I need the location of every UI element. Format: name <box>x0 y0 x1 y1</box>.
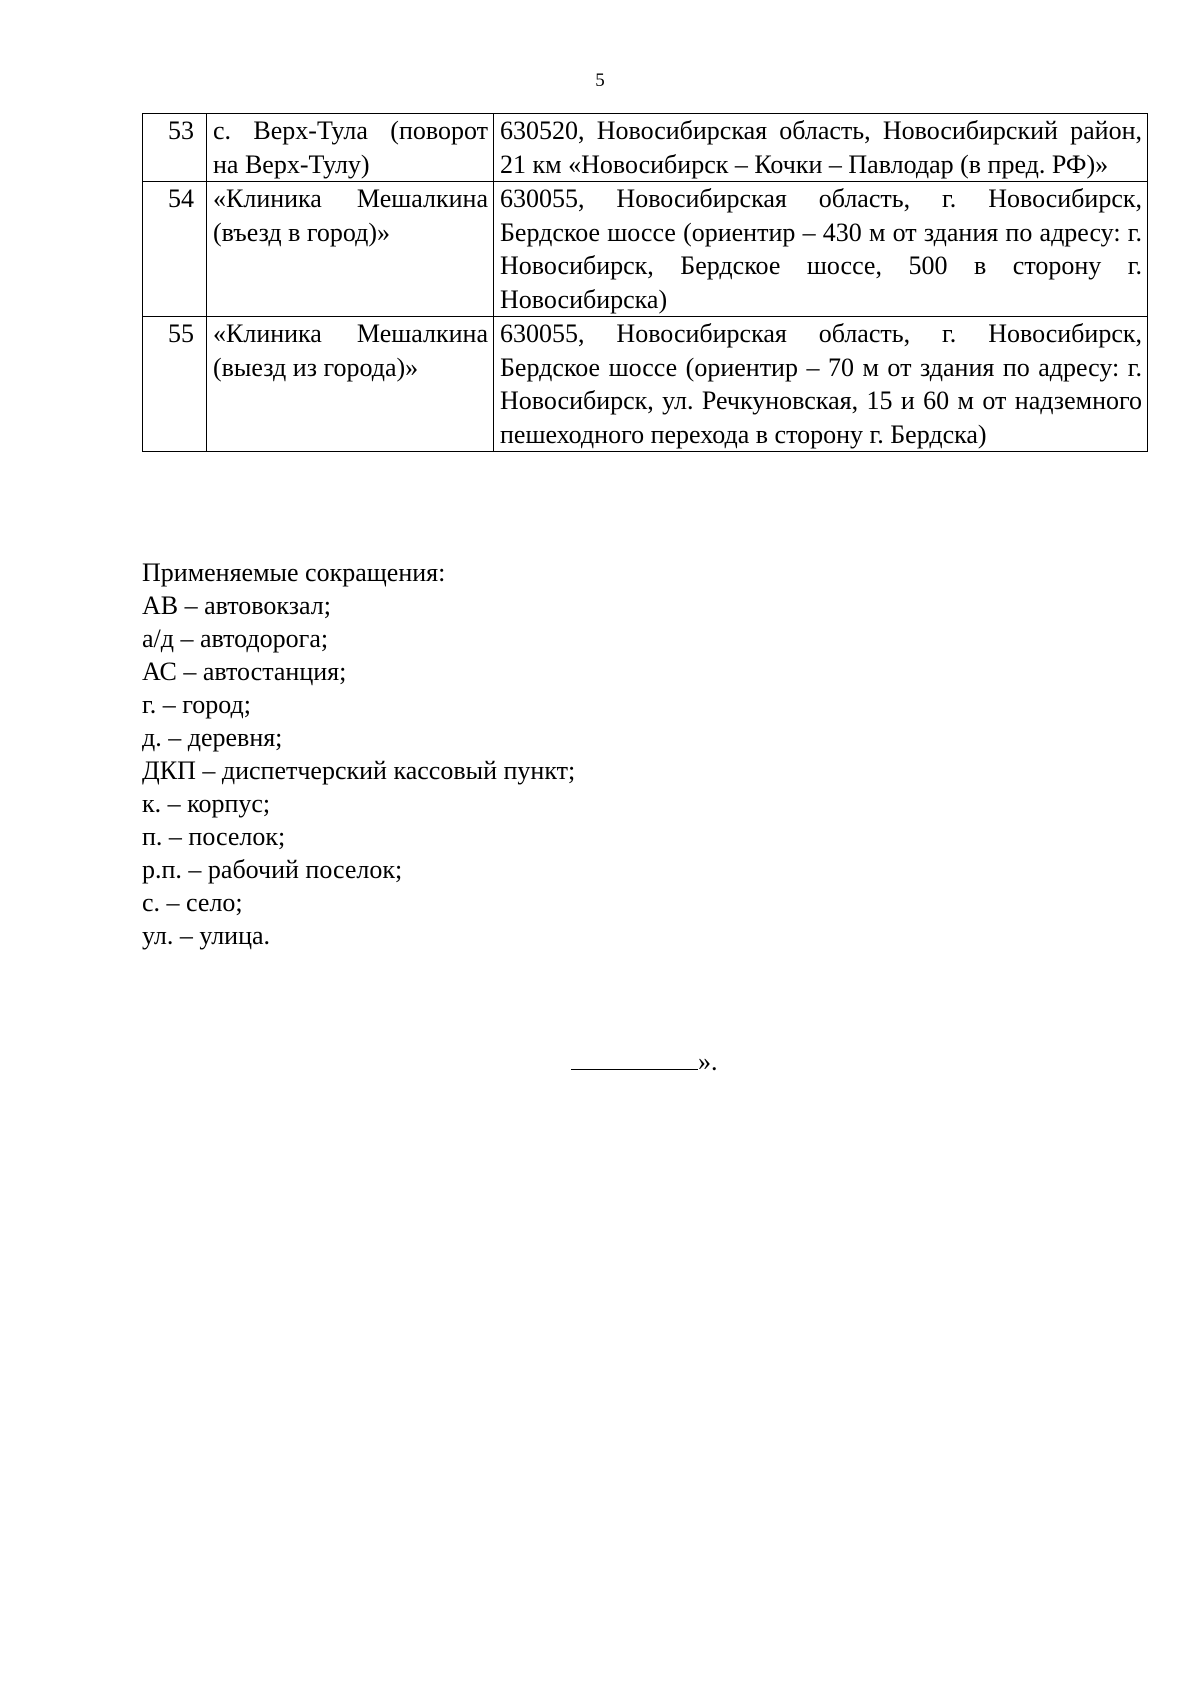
abbreviation-item: г. – город; <box>142 690 251 719</box>
stops-table <box>142 113 1148 452</box>
abbreviation-item: АВ – автовокзал; <box>142 591 331 620</box>
row-number: 53 <box>143 114 207 182</box>
abbreviation-item: д. – деревня; <box>142 723 283 752</box>
table-row <box>143 114 1148 182</box>
row-number: 55 <box>143 317 207 452</box>
stop-address: 630055, Новосибирская область, г. Новосибирск, Бердское шоссе (ориентир – 70 м от здания по адресу: г. Новосибирск, ул. Речкуновская, 15 и 60 м от надземного пешеходного перехода в сторону г. Бердска) <box>494 317 1148 452</box>
abbreviation-item: с. – село; <box>142 888 243 917</box>
abbreviation-item: п. – поселок; <box>142 822 286 851</box>
abbreviations-heading: Применяемые сокращения: <box>142 558 446 587</box>
abbreviation-item: ул. – улица. <box>142 921 271 950</box>
signature-underline <box>571 1045 698 1070</box>
abbreviation-item: к. – корпус; <box>142 789 271 818</box>
closing-quote-mark: ». <box>698 1047 718 1076</box>
abbreviation-item: а/д – автодорога; <box>142 624 329 653</box>
stop-address: 630055, Новосибирская область, г. Новосибирск, Бердское шоссе (ориентир – 430 м от здания по адресу: г. Новосибирск, Бердское шоссе, 500 в сторону г. Новосибирска) <box>494 182 1148 317</box>
abbreviation-item: ДКП – диспетчерский кассовый пункт; <box>142 756 576 785</box>
table-row <box>143 317 1148 452</box>
abbreviation-item: АС – автостанция; <box>142 657 347 686</box>
abbreviations-section <box>142 556 575 952</box>
page-number: 5 <box>595 70 605 91</box>
abbreviation-item: р.п. – рабочий поселок; <box>142 855 403 884</box>
closing-line <box>571 1045 718 1078</box>
stop-name: «Клиника Мешалкина (выезд из города)» <box>207 317 494 452</box>
stop-address: 630520, Новосибирская область, Новосибирский район, 21 км «Новосибирск – Кочки – Павлодар (в пред. РФ)» <box>494 114 1148 182</box>
stop-name: «Клиника Мешалкина (въезд в город)» <box>207 182 494 317</box>
stop-name: с. Верх-Тула (поворот на Верх-Тулу) <box>207 114 494 182</box>
table-row <box>143 182 1148 317</box>
row-number: 54 <box>143 182 207 317</box>
